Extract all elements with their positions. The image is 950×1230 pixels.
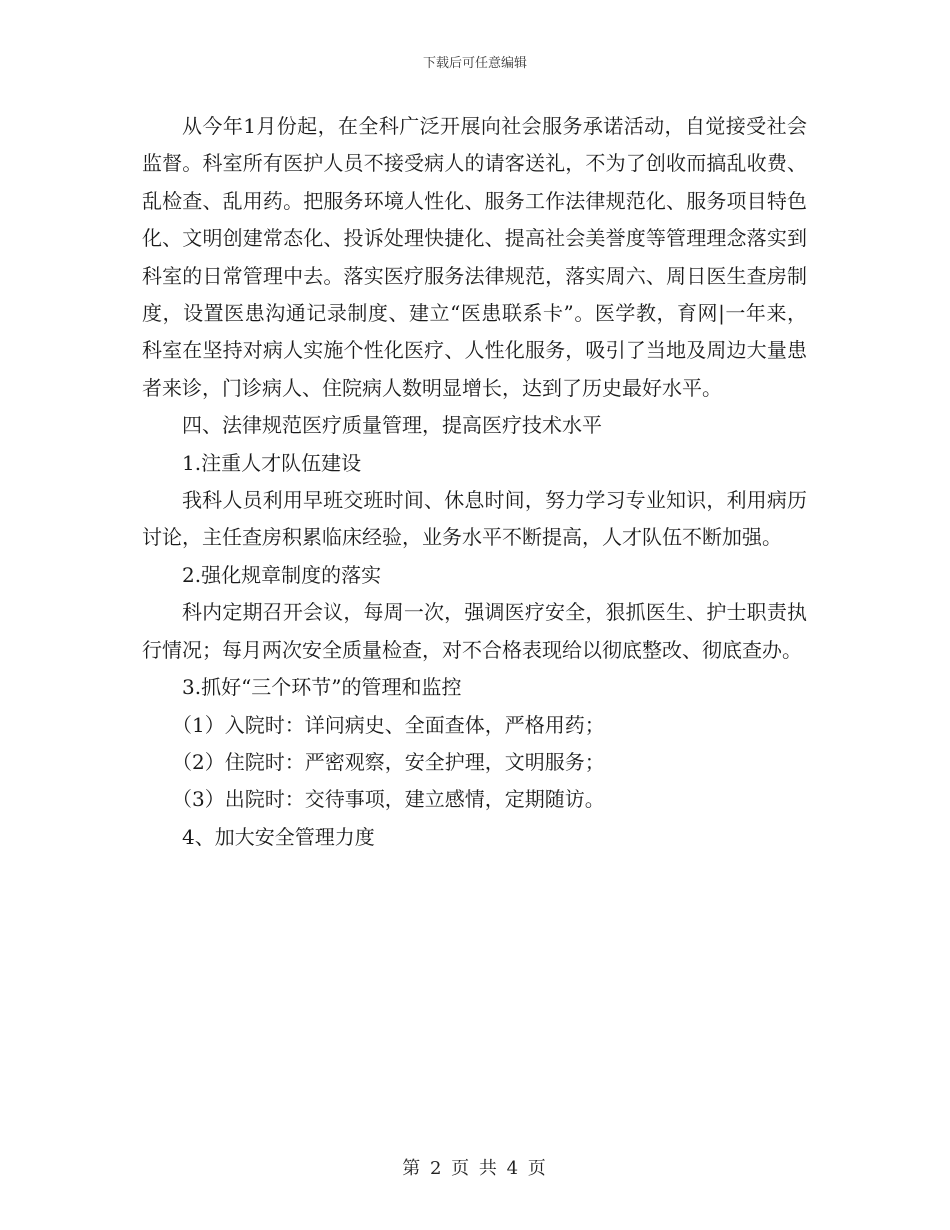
paragraph-talent-team: 我科人员利用早班交班时间、休息时间，努力学习专业知识，利用病历讨论，主任查房积累临床经验，业务水平不断提高，人才队伍不断加强。 [142, 488, 807, 550]
subheading-three-links: 3.抓好“三个环节”的管理和监控 [182, 675, 462, 700]
list-item-admission: （1）入院时：详问病史、全面查体，严格用药； [172, 712, 605, 737]
list-item-discharge: （3）出院时：交待事项，建立感情，定期随访。 [172, 787, 605, 812]
subheading-safety-management: 4、加大安全管理力度 [182, 824, 375, 849]
subheading-talent-team: 1.注重人才队伍建设 [182, 450, 362, 475]
paragraph-regulations: 科内定期召开会议，每周一次，强调医疗安全，狠抓医生、护士职责执行情况；每月两次安全质量检查，对不合格表现给以彻底整改、彻底查办。 [142, 600, 807, 662]
subheading-regulations: 2.强化规章制度的落实 [182, 562, 382, 587]
page-number-footer: 第 2 页 共 4 页 [402, 1158, 548, 1179]
page-header-note: 下载后可任意编辑 [422, 56, 527, 71]
section-heading-4: 四、法律规范医疗质量管理，提高医疗技术水平 [182, 413, 602, 438]
paragraph-service-commitment: 从今年1月份起，在全科广泛开展向社会服务承诺活动，自觉接受社会监督。科室所有医护人员不接受病人的请客送礼，不为了创收而搞乱收费、乱检查、乱用药。把服务环境人性化、服务工作法律规范化、服务项目特色化、文明创建常态化、投诉处理快捷化、提高社会美誉度等管理理念落实到科室的日常管理中去。落实医疗服务法律规范，落实周六、周日医生查房制度，设置医患沟通记录制度、建立“医患联系卡”。医学教，育网|一年来，科室在坚持对病人实施个性化医疗、人性化服务，吸引了当地及周边大量患者来诊，门诊病人、住院病人数明显增长，达到了历史最好水平。 [142, 114, 807, 400]
document-body [142, 108, 807, 856]
list-item-hospitalization: （2）住院时：严密观察，安全护理，文明服务； [172, 749, 605, 774]
